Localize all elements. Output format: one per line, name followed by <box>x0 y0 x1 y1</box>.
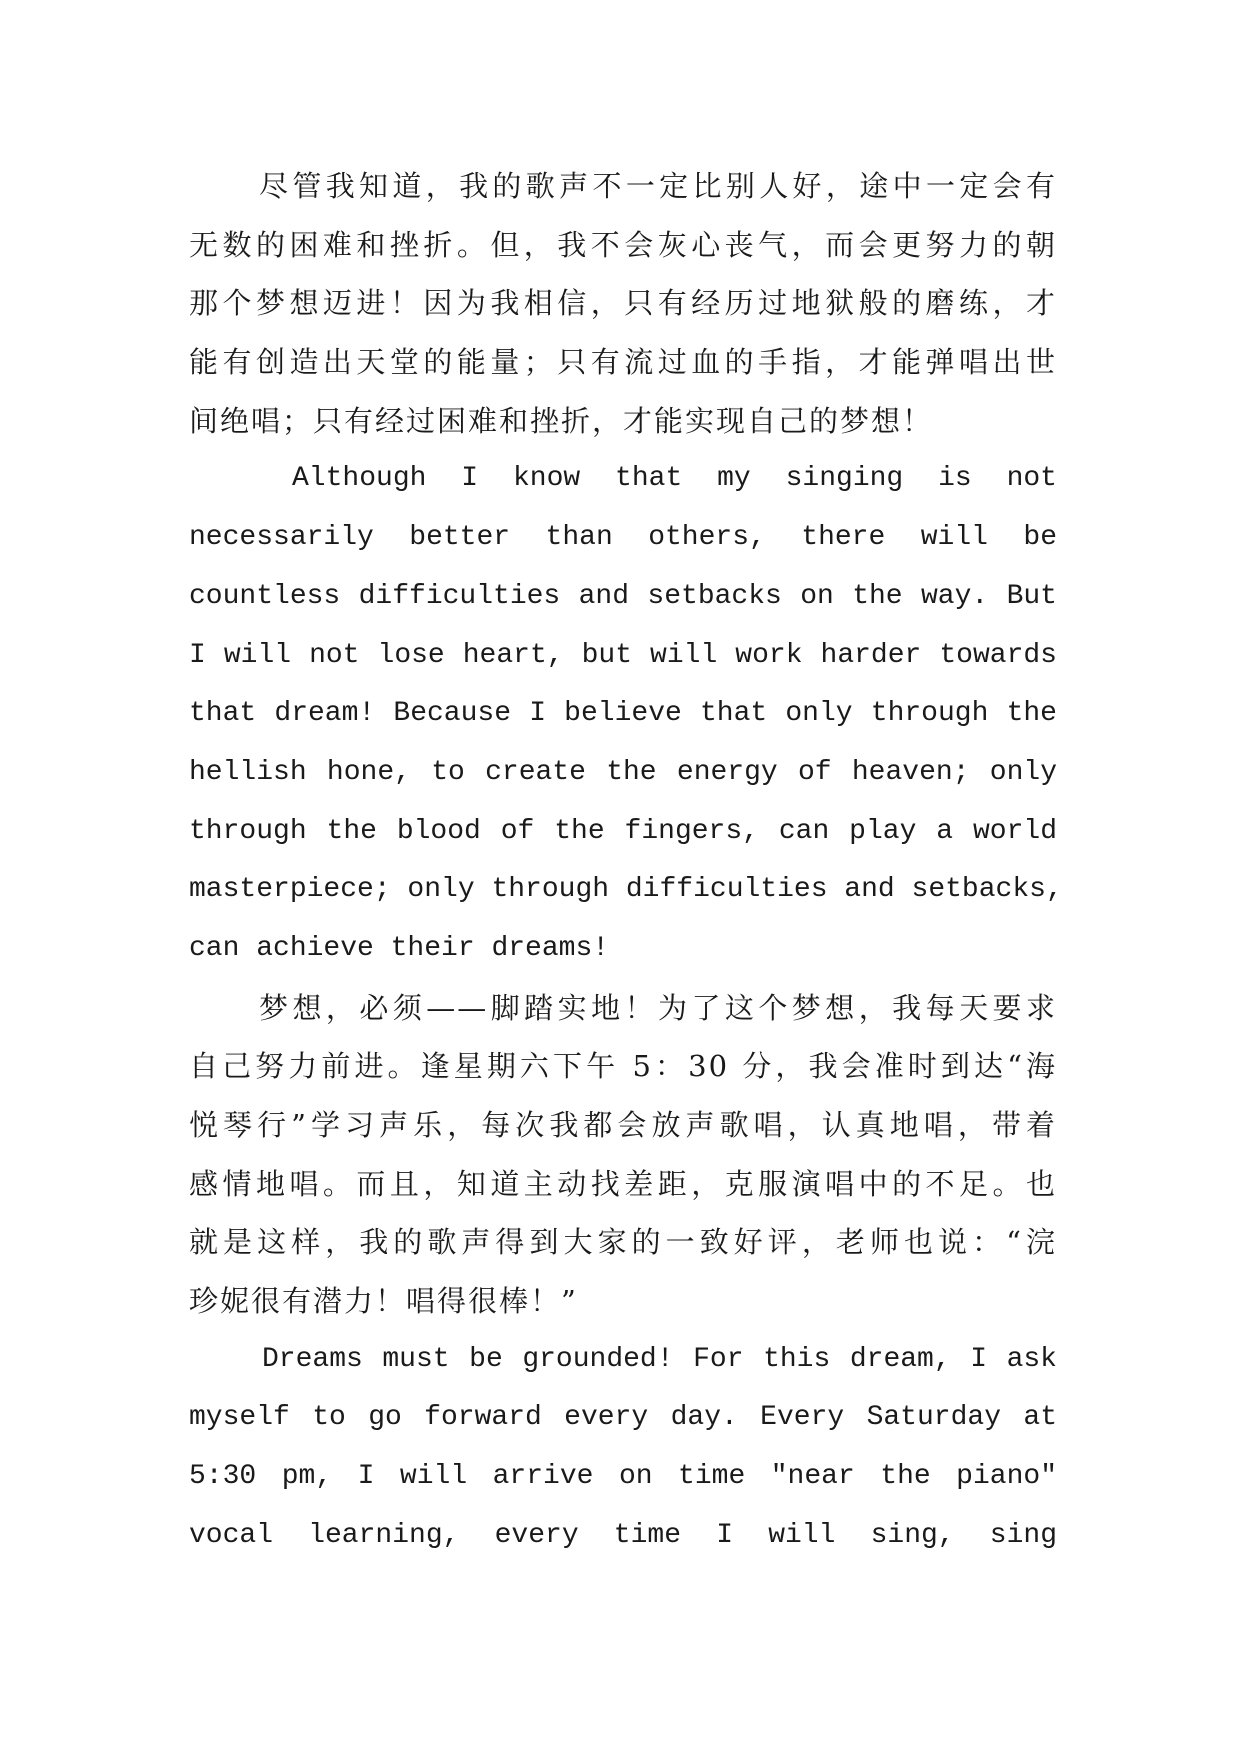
paragraph-2-line-5: that dream! Because I believe that only through the <box>189 698 1057 730</box>
paragraph-4-line-1: Dreams must be grounded! For this dream, I ask <box>262 1343 1057 1375</box>
paragraph-4-line-3: 5:30 pm, I will arrive on time "near the piano" <box>189 1461 1057 1493</box>
document-body <box>189 157 1063 1566</box>
paragraph-2-line-1: Although I know that my singing is not <box>292 463 1057 495</box>
paragraph-2-line-4: I will not lose heart, but will work harder towards <box>189 639 1057 671</box>
paragraph-3-line-2: 自己努力前进。逢星期六下午 5：30 分，我会准时到达“海 <box>189 1049 1057 1084</box>
paragraph-2-line-2: necessarily better than others, there will be <box>189 522 1057 554</box>
paragraph-1-line-5: 间绝唱；只有经过困难和挫折，才能实现自己的梦想！ <box>189 403 934 438</box>
paragraph-1-line-3: 那个梦想迈进！因为我相信，只有经历过地狱般的磨练，才 <box>189 286 1057 321</box>
paragraph-1-line-2: 无数的困难和挫折。但，我不会灰心丧气，而会更努力的朝 <box>189 227 1057 262</box>
paragraph-2-line-6: hellish hone, to create the energy of heaven; only <box>189 756 1057 788</box>
paragraph-2-line-8: masterpiece; only through difficulties and setbacks, <box>189 874 1063 906</box>
paragraph-3-line-4: 感情地唱。而且，知道主动找差距，克服演唱中的不足。也 <box>189 1166 1057 1201</box>
paragraph-3-line-6: 珍妮很有潜力！唱得很棒！” <box>189 1284 578 1319</box>
paragraph-3-line-1: 梦想，必须——脚踏实地！为了这个梦想，我每天要求 <box>259 990 1057 1025</box>
paragraph-4-line-4: vocal learning, every time I will sing, sing <box>189 1519 1057 1551</box>
paragraph-1-line-4: 能有创造出天堂的能量；只有流过血的手指，才能弹唱出世 <box>189 345 1057 380</box>
paragraph-3-line-5: 就是这样，我的歌声得到大家的一致好评，老师也说：“浣 <box>189 1225 1057 1260</box>
paragraph-1-line-1: 尽管我知道，我的歌声不一定比别人好，途中一定会有 <box>259 169 1057 203</box>
paragraph-2-line-9: can achieve their dreams! <box>189 932 610 964</box>
paragraph-4-line-2: myself to go forward every day. Every Saturday at <box>189 1402 1057 1434</box>
paragraph-3-line-3: 悦琴行”学习声乐，每次我都会放声歌唱，认真地唱，带着 <box>189 1108 1057 1142</box>
paragraph-2-line-3: countless difficulties and setbacks on the way. But <box>189 580 1057 612</box>
paragraph-2-line-7: through the blood of the fingers, can play a world <box>189 815 1057 847</box>
